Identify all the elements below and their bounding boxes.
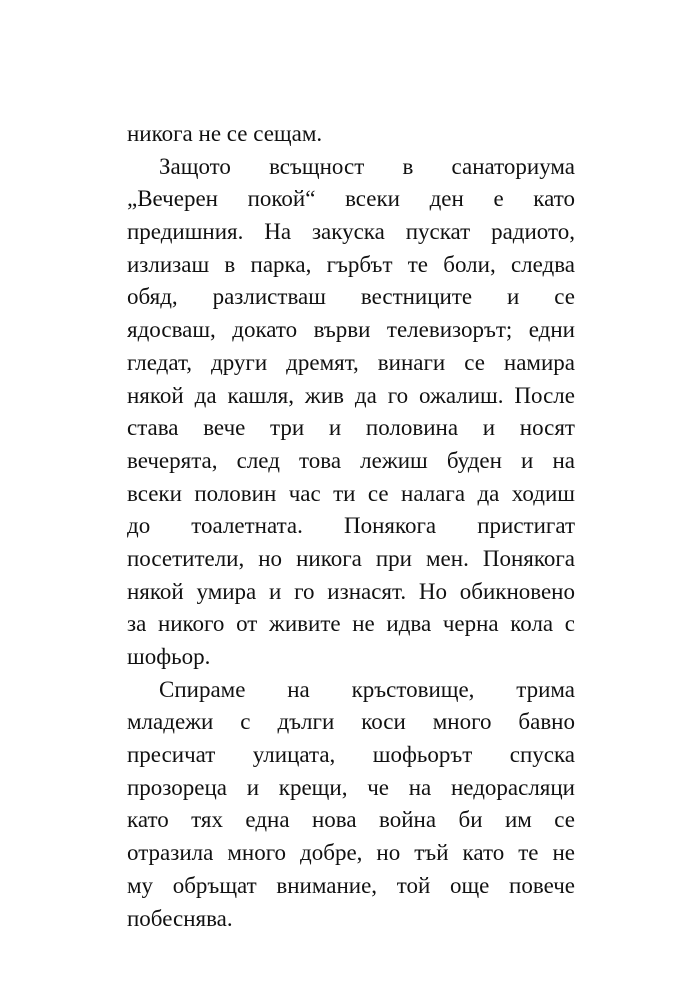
text-line: всеки половин час ти се налага да ходиш — [127, 480, 575, 506]
text-line: вечерята, след това лежиш буден и на — [127, 447, 575, 473]
text-line: излизаш в парка, гърбът те боли, следва — [127, 251, 575, 277]
text-line: младежи с дълги коси много бавно — [127, 709, 575, 735]
text-line: предишния. На закуска пускат радиото, — [127, 219, 575, 245]
text-line: някой умира и го изнасят. Но обикновено — [127, 578, 575, 604]
text-line: пресичат улицата, шофьорът спуска — [127, 742, 575, 768]
paragraph-first-line: Защото всъщност в санаториума — [159, 153, 575, 179]
page-text — [127, 118, 575, 935]
paragraph-last-line: побеснява. — [127, 905, 233, 931]
paragraph-first-line: Спираме на кръстовище, трима — [159, 676, 575, 702]
text-line: посетители, но никога при мен. Понякога — [127, 545, 575, 571]
text-line: му обръщат внимание, той още повече — [127, 872, 575, 898]
text-line: „Вечерен покой“ всеки ден е като — [127, 186, 575, 212]
text-line: гледат, други дремят, винаги се намира — [127, 349, 575, 375]
text-line: обяд, разлистваш вестниците и се — [127, 284, 575, 310]
text-line: става вече три и половина и носят — [127, 415, 575, 441]
text-line: прозореца и крещи, че на недорасляци — [127, 774, 575, 800]
text-line: до тоалетната. Понякога пристигат — [127, 513, 575, 539]
paragraph-last-line: шофьор. — [127, 644, 211, 669]
text-line: като тях една нова война би им се — [127, 807, 575, 833]
text-line: някой да кашля, жив да го ожалиш. После — [127, 382, 575, 408]
text-line: никога не се сещам. — [127, 121, 323, 146]
text-line: отразила много добре, но тъй като те не — [127, 840, 575, 866]
text-line: за никого от живите не идва черна кола с — [127, 611, 575, 637]
text-line: ядосваш, докато върви телевизорът; едни — [127, 317, 575, 343]
